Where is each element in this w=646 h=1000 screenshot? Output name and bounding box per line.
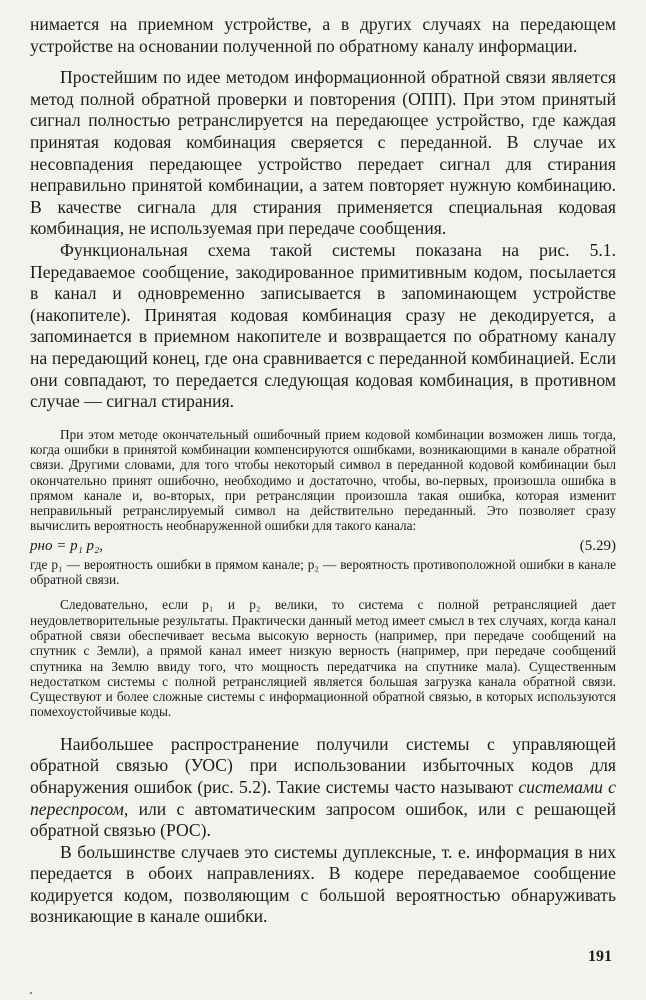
- page-number: 191: [588, 948, 612, 965]
- page-speck: [30, 992, 32, 994]
- small-paragraph-error-probability: При этом методе окончательный ошибочный прием кодовой комбинации возможен лишь тогда, когда ошибки в принятой комбинации компенсируются ошибками, возникающими в канале обратной связи. Другими словами, для того чтобы некоторый символ в переданной кодовой комбинации был окончательно принят ошибочно, необходимо и достаточно, чтобы, во-первых, произошла ошибка в прямом канале и, во-вторых, при ретрансляции произошла такая ошибка, которая изменит неправильный ретранслируемый символ на действительно переданный. Это позволяет сразу вычислить вероятность необнаруженной ошибки для такого канала:: [30, 426, 616, 534]
- paragraph-opp-method: Простейшим по идее методом информационной обратной связи является метод полной обратной проверки и повторения (ОПП). При этом принятый сигнал полностью ретранслируется на передающее устройство, где каждая принятая кодовая комбинация сверяется с переданной. В случае их несовпадения передающее устройство передает сигнал для стирания неправильно принятой комбинации, а затем повторяет нужную комбинацию. В качестве сигнала для стирания применяется специальная кодовая комбинация, не используемая при передаче сообщения.: [30, 67, 616, 239]
- formula-5-29: [30, 537, 616, 555]
- small-paragraph-consequence: Следовательно, если p₁ и p₂ велики, то система с полной ретрансляцией дает неудовлетворительные результаты. Практически данный метод имеет смысл в тех случаях, когда канал обратной связи обеспечивает весьма высокую верность (например, при передаче сообщений на спутник с Земли), а прямой канал имеет низкую верность (например, при передаче сообщений спутника на Землю ввиду того, что мощность передатчика на спутнике мала). Существенным недостатком системы с полной ретрансляцией является большая загрузка канала обратной связи. Существуют и более сложные системы с информационной обратной связью, в которых используются помехоустойчивые коды.: [30, 597, 616, 720]
- formula-expression: pно = p₁ p₂,: [30, 537, 103, 554]
- paragraph-uos-emphasis: системами с переспросом,: [30, 776, 616, 819]
- small-paragraph-where: где p₁ — вероятность ошибки в прямом канале; p₂ — вероятность противоположной ошибки в канале обратной связи.: [30, 556, 616, 588]
- paragraph-uos-text-b: или с автоматическим запросом ошибок, или с решающей обратной связью (РОС).: [30, 798, 616, 841]
- paragraph-continuation: нимается на приемном устройстве, а в других случаях на передающем устройстве на основании полученной по обратному каналу информации.: [30, 14, 616, 56]
- formula-number: (5.29): [579, 537, 616, 554]
- paragraph-uos: [30, 734, 616, 842]
- paragraph-duplex: В большинстве случаев это системы дуплексные, т. е. информация в них передается в обоих направлениях. В кодере передаваемое сообщение кодируется кодом, позволяющим с большой вероятностью обнаруживать возникающие в канале ошибки.: [30, 841, 616, 927]
- paragraph-functional-scheme: Функциональная схема такой системы показана на рис. 5.1. Передаваемое сообщение, закодированное примитивным кодом, посылается в канал и одновременно записывается в запоминающем устройстве (накопителе). Принятая кодовая комбинация сразу не декодируется, а запоминается в приемном накопителе и возвращается по обратному каналу на передающий конец, где она сравнивается с переданной комбинацией. Если они совпадают, то передается следующая кодовая комбинация, в противном случае — сигнал стирания.: [30, 239, 616, 412]
- paragraph-uos-text-a: Наибольшее распространение получили системы с управляющей обратной связью (УОС) при использовании избыточных кодов для обнаружения ошибок (рис. 5.2). Такие системы часто называют: [30, 733, 616, 797]
